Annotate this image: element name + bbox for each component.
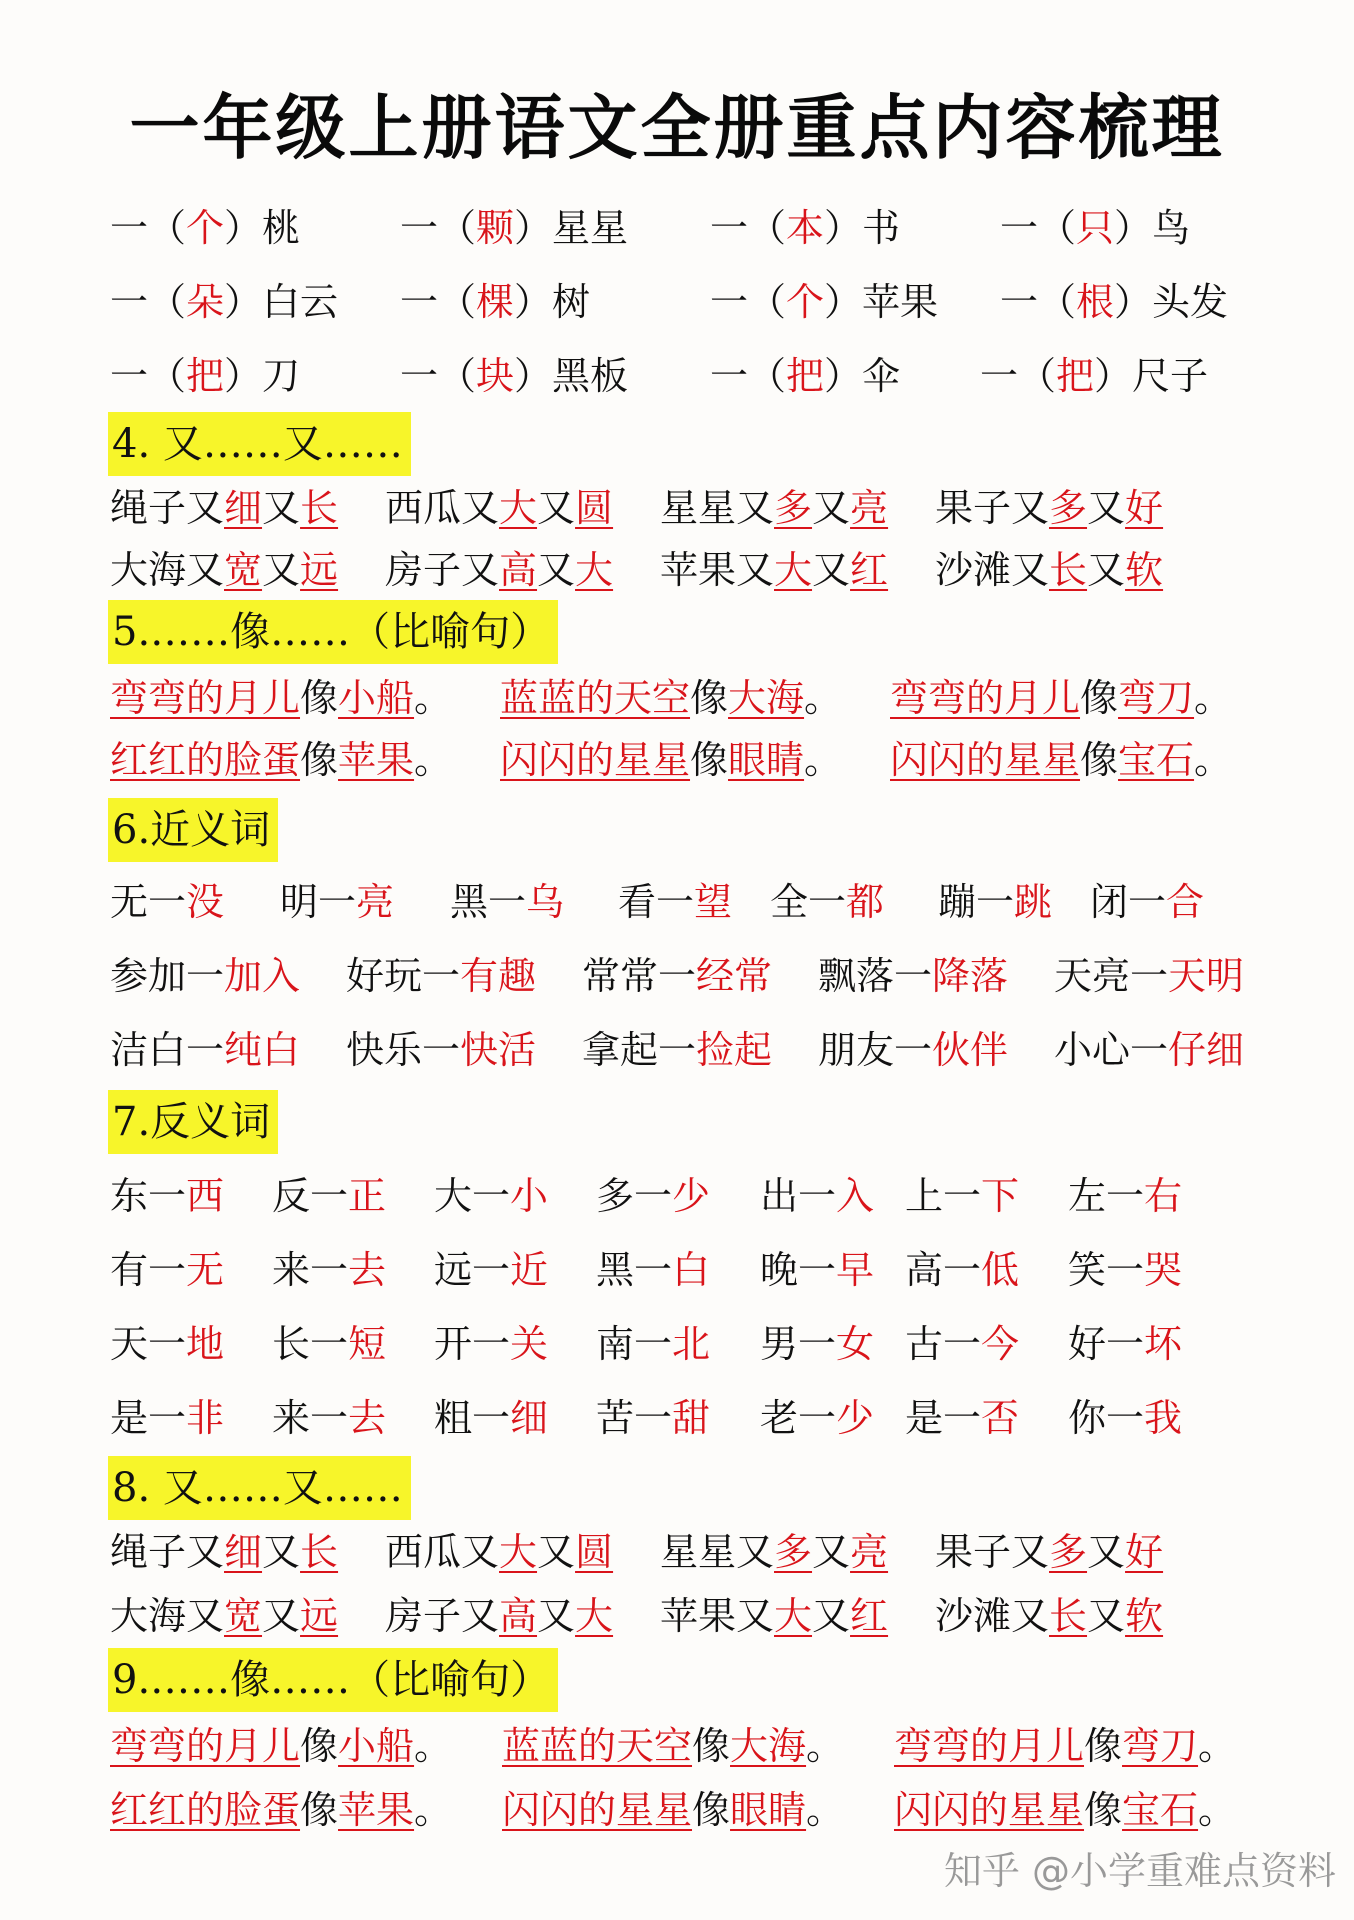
measure-row xyxy=(110,346,1340,406)
antonym-row xyxy=(110,1166,1340,1226)
measure-row xyxy=(110,198,1340,258)
synonym-row xyxy=(110,1020,1340,1080)
simile-sentence: 闪闪的星星像宝石。 xyxy=(890,738,1233,782)
synonym-pair: 明一亮 xyxy=(280,880,395,924)
synonym-pair: 无一没 xyxy=(110,880,225,924)
watermark: 知乎 @小学重难点资料 xyxy=(943,1849,1336,1893)
synonym-pair: 飘落一降落 xyxy=(818,954,1009,998)
you-you-phrase: 大海又宽又远 xyxy=(110,548,339,592)
simile-sentence: 弯弯的月儿像弯刀。 xyxy=(894,1724,1237,1768)
you-you-phrase: 果子又多又好 xyxy=(935,486,1164,530)
antonym-pair: 左一右 xyxy=(1068,1174,1183,1218)
simile-sentence: 闪闪的星星像眼睛。 xyxy=(502,1788,845,1832)
you-you-row xyxy=(110,478,1340,538)
antonym-pair: 长一短 xyxy=(272,1322,387,1366)
simile-row xyxy=(110,668,1340,728)
simile-sentence: 蓝蓝的天空像大海。 xyxy=(502,1724,845,1768)
simile-sentence: 弯弯的月儿像小船。 xyxy=(110,1724,453,1768)
synonym-pair: 蹦一跳 xyxy=(938,880,1053,924)
simile-sentence: 闪闪的星星像宝石。 xyxy=(894,1788,1237,1832)
antonym-pair: 粗一细 xyxy=(434,1396,549,1440)
antonym-pair: 多一少 xyxy=(596,1174,711,1218)
you-you-row xyxy=(110,1586,1340,1646)
antonym-pair: 来一去 xyxy=(272,1248,387,1292)
you-you-phrase: 大海又宽又远 xyxy=(110,1594,339,1638)
antonym-pair: 晚一早 xyxy=(760,1248,875,1292)
antonym-pair: 南一北 xyxy=(596,1322,711,1366)
simile-sentence: 弯弯的月儿像小船。 xyxy=(110,676,453,720)
antonym-pair: 出一入 xyxy=(760,1174,875,1218)
measure-item: 一（根）头发 xyxy=(1000,280,1229,324)
synonym-pair: 拿起一捡起 xyxy=(582,1028,773,1072)
you-you-phrase: 果子又多又好 xyxy=(935,1530,1164,1574)
you-you-phrase: 沙滩又长又软 xyxy=(935,548,1164,592)
antonym-pair: 上一下 xyxy=(905,1174,1020,1218)
section-heading-7: 7.反义词 xyxy=(108,1090,278,1154)
synonym-pair: 黑一乌 xyxy=(450,880,565,924)
antonym-pair: 古一今 xyxy=(905,1322,1020,1366)
simile-sentence: 闪闪的星星像眼睛。 xyxy=(500,738,843,782)
measure-item: 一（把）伞 xyxy=(710,354,901,398)
antonym-pair: 来一去 xyxy=(272,1396,387,1440)
synonym-pair: 洁白一纯白 xyxy=(110,1028,301,1072)
measure-item: 一（本）书 xyxy=(710,206,901,250)
you-you-phrase: 房子又高又大 xyxy=(385,548,614,592)
antonym-pair: 你一我 xyxy=(1068,1396,1183,1440)
you-you-phrase: 苹果又大又红 xyxy=(660,1594,889,1638)
simile-sentence: 蓝蓝的天空像大海。 xyxy=(500,676,843,720)
antonym-row xyxy=(110,1240,1340,1300)
simile-row xyxy=(110,730,1340,790)
section-heading-9: 9.……像……（比喻句） xyxy=(108,1648,558,1712)
you-you-phrase: 绳子又细又长 xyxy=(110,1530,339,1574)
you-you-phrase: 西瓜又大又圆 xyxy=(385,1530,614,1574)
antonym-pair: 笑一哭 xyxy=(1068,1248,1183,1292)
section-heading-4: 4. 又……又…… xyxy=(108,412,411,476)
antonym-pair: 黑一白 xyxy=(596,1248,711,1292)
antonym-pair: 是一否 xyxy=(905,1396,1020,1440)
you-you-phrase: 西瓜又大又圆 xyxy=(385,486,614,530)
antonym-pair: 反一正 xyxy=(272,1174,387,1218)
synonym-pair: 朋友一伙伴 xyxy=(818,1028,1009,1072)
simile-row xyxy=(110,1780,1340,1840)
simile-sentence: 红红的脸蛋像苹果。 xyxy=(110,738,453,782)
synonym-pair: 小心一仔细 xyxy=(1054,1028,1245,1072)
synonym-row xyxy=(110,946,1340,1006)
section-heading-6: 6.近义词 xyxy=(108,798,278,862)
measure-item: 一（个）桃 xyxy=(110,206,301,250)
antonym-pair: 东一西 xyxy=(110,1174,225,1218)
synonym-pair: 看一望 xyxy=(618,880,733,924)
antonym-pair: 是一非 xyxy=(110,1396,225,1440)
measure-item: 一（把）刀 xyxy=(110,354,301,398)
section-heading-8: 8. 又……又…… xyxy=(108,1456,411,1520)
simile-row xyxy=(110,1716,1340,1776)
simile-sentence: 红红的脸蛋像苹果。 xyxy=(110,1788,453,1832)
antonym-pair: 开一关 xyxy=(434,1322,549,1366)
you-you-phrase: 星星又多又亮 xyxy=(660,486,889,530)
antonym-pair: 好一坏 xyxy=(1068,1322,1183,1366)
synonym-pair: 全一都 xyxy=(770,880,885,924)
you-you-phrase: 星星又多又亮 xyxy=(660,1530,889,1574)
you-you-row xyxy=(110,1522,1340,1582)
antonym-pair: 有一无 xyxy=(110,1248,225,1292)
measure-item: 一（只）鸟 xyxy=(1000,206,1191,250)
measure-item: 一（颗）星星 xyxy=(400,206,629,250)
you-you-row xyxy=(110,540,1340,600)
antonym-row xyxy=(110,1388,1340,1448)
synonym-pair: 闭一合 xyxy=(1090,880,1205,924)
section-heading-5: 5.……像……（比喻句） xyxy=(108,600,558,664)
synonym-pair: 快乐一快活 xyxy=(346,1028,537,1072)
you-you-phrase: 苹果又大又红 xyxy=(660,548,889,592)
you-you-phrase: 房子又高又大 xyxy=(385,1594,614,1638)
synonym-row xyxy=(110,872,1340,932)
antonym-pair: 苦一甜 xyxy=(596,1396,711,1440)
synonym-pair: 常常一经常 xyxy=(582,954,773,998)
antonym-pair: 大一小 xyxy=(434,1174,549,1218)
antonym-pair: 高一低 xyxy=(905,1248,1020,1292)
synonym-pair: 好玩一有趣 xyxy=(346,954,537,998)
measure-item: 一（朵）白云 xyxy=(110,280,339,324)
antonym-pair: 男一女 xyxy=(760,1322,875,1366)
measure-row xyxy=(110,272,1340,332)
measure-item: 一（棵）树 xyxy=(400,280,591,324)
antonym-pair: 天一地 xyxy=(110,1322,225,1366)
antonym-row xyxy=(110,1314,1340,1374)
measure-item: 一（把）尺子 xyxy=(980,354,1209,398)
antonym-pair: 远一近 xyxy=(434,1248,549,1292)
you-you-phrase: 绳子又细又长 xyxy=(110,486,339,530)
measure-item: 一（个）苹果 xyxy=(710,280,939,324)
you-you-phrase: 沙滩又长又软 xyxy=(935,1594,1164,1638)
synonym-pair: 天亮一天明 xyxy=(1054,954,1245,998)
antonym-pair: 老一少 xyxy=(760,1396,875,1440)
measure-item: 一（块）黑板 xyxy=(400,354,629,398)
synonym-pair: 参加一加入 xyxy=(110,954,301,998)
simile-sentence: 弯弯的月儿像弯刀。 xyxy=(890,676,1233,720)
page-title: 一年级上册语文全册重点内容梳理 xyxy=(129,87,1225,169)
